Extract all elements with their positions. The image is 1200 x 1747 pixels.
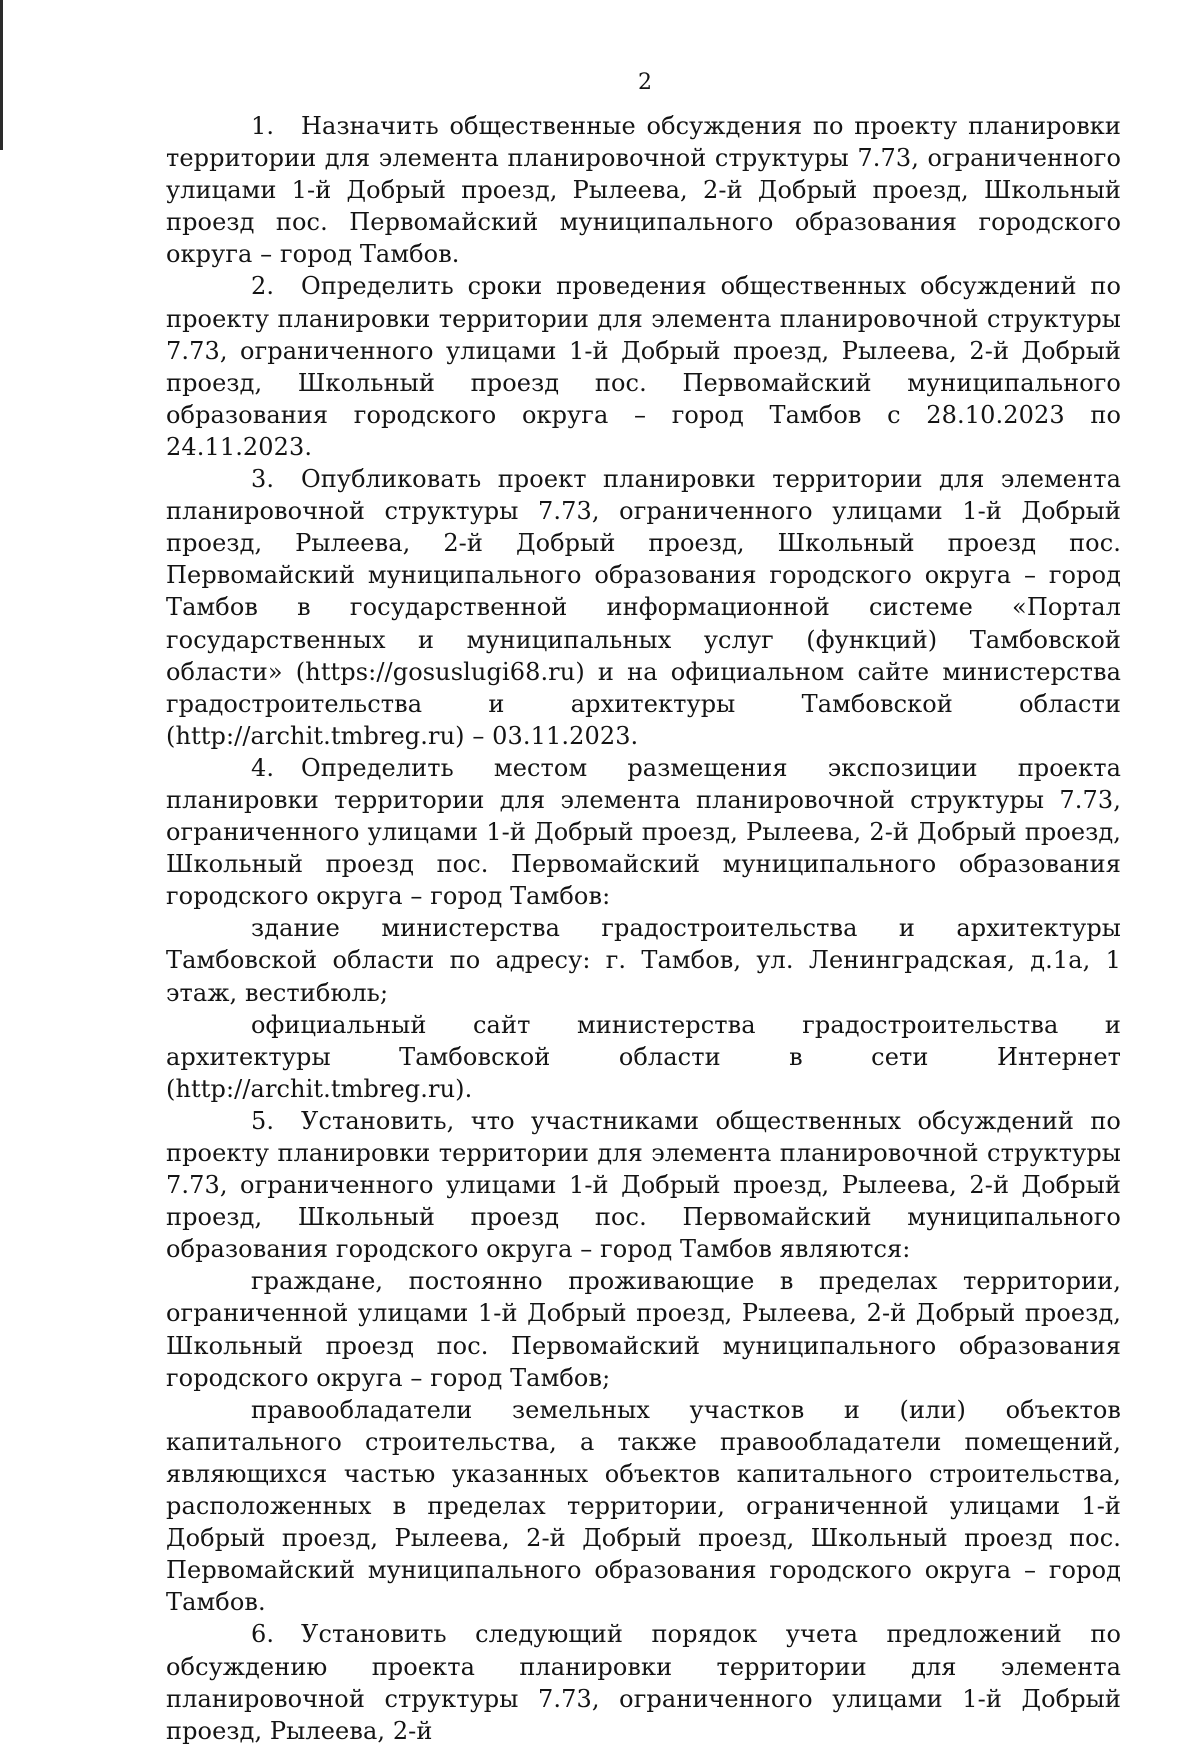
item-number: 5. <box>251 1106 275 1135</box>
item-number: 4. <box>251 753 275 782</box>
paragraph-item-1 <box>166 110 1121 270</box>
paragraph-text: Установить следующий порядок учета предложений по обсуждению проекта планировки территории для элемента планировочной структуры 7.73, ограниченного улицами 1-й Добрый проезд, Рылеева, 2-й <box>166 1620 1121 1745</box>
paragraph-text: Назначить общественные обсуждения по проекту планировки территории для элемента планировочной структуры 7.73, ограниченного улицами 1-й Добрый проезд, Рылеева, 2-й Добрый проезд, Школьный проезд пос. Первомайский муниципального образования городского округа – город Тамбов. <box>166 112 1121 269</box>
document-body <box>166 110 1121 1747</box>
item-number: 3. <box>251 465 275 494</box>
paragraph-item-2 <box>166 270 1121 463</box>
paragraph-item-5 <box>166 1105 1121 1265</box>
subparagraph-building-address: здание министерства градостроительства и архитектуры Тамбовской области по адресу: г. Тамбов, ул. Ленинградская, д.1а, 1 этаж, вестибюль; <box>166 914 1121 1007</box>
subparagraph-official-site: официальный сайт министерства градостроительства и архитектуры Тамбовской области в сети Интернет (http://archit.tmbreg.ru). <box>166 1010 1121 1103</box>
paragraph-item-4 <box>166 752 1121 912</box>
subparagraph-right-holders: правообладатели земельных участков и (или) объектов капитального строительства, а также правообладатели помещений, являющихся частью указанных объектов капитального строительства, расположенных в пределах территории, ограниченной улицами 1-й Добрый проезд, Рылеева, 2-й Добрый проезд, Школьный проезд пос. Первомайский муниципального образования городского округа – город Тамбов. <box>166 1395 1121 1617</box>
paragraph-item-3 <box>166 463 1121 752</box>
paragraph-text: Установить, что участниками общественных обсуждений по проекту планировки территории для элемента планировочной структуры 7.73, ограниченного улицами 1-й Добрый проезд, Рылеева, 2-й Добрый проезд, Школьный проезд пос. Первомайский муниципального образования городского округа – город Тамбов являются: <box>166 1106 1121 1264</box>
item-number: 6. <box>251 1620 275 1649</box>
item-number: 2. <box>251 272 275 301</box>
paragraph-text: Определить сроки проведения общественных обсуждений по проекту планировки территории для элемента планировочной структуры 7.73, ограниченного улицами 1-й Добрый проезд, Рылеева, 2-й Добрый проезд, Школьный проезд пос. Первомайский муниципального образования городского округа – город Тамбов с 28.10.2023 по 24.11.2023. <box>166 272 1121 461</box>
paragraph-item-6 <box>166 1618 1121 1746</box>
paragraph-text: Определить местом размещения экспозиции проекта планировки территории для элемента планировочной структуры 7.73, ограниченного улицами 1-й Добрый проезд, Рылеева, 2-й Добрый проезд, Школьный проезд пос. Первомайский муниципального образования городского округа – город Тамбов: <box>166 753 1121 911</box>
item-number: 1. <box>251 112 275 140</box>
page-number: 2 <box>638 70 652 95</box>
paragraph-text: Опубликовать проект планировки территории для элемента планировочной структуры 7.73, ограниченного улицами 1-й Добрый проезд, Рылеева, 2-й Добрый проезд, Школьный проезд пос. Первомайский муниципального образования городского округа – город Тамбов в государственной информационной системе «Портал государственных и муниципальных услуг (функций) Тамбовской области» (https://gosuslugi68.ru) и на официальном сайте министерства градостроительства и архитектуры Тамбовской области (http://archit.tmbreg.ru) – 03.11.2023. <box>166 465 1121 750</box>
subparagraph-citizens: граждане, постоянно проживающие в пределах территории, ограниченной улицами 1-й Добрый проезд, Рылеева, 2-й Добрый проезд, Школьный проезд пос. Первомайский муниципального образования городского округа – город Тамбов; <box>166 1267 1121 1392</box>
